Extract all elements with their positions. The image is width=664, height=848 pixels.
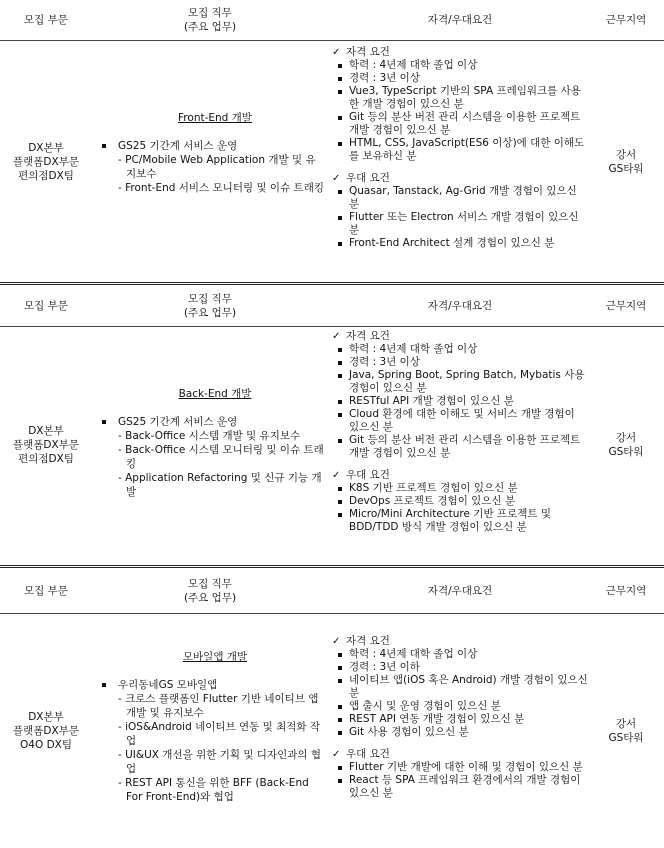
preference-item: DevOps 프로젝트 경험이 있으신 분 <box>332 495 588 508</box>
requirement-item: Vue3, TypeScript 기반의 SPA 프레임워크를 사용한 개발 경험이 있으신 분 <box>332 85 588 111</box>
header-qualifications <box>332 286 588 326</box>
requirement-item: HTML, CSS, JavaScript(ES6 이상)에 대한 이해도를 보유하신 분 <box>332 137 588 163</box>
header-loc-label: 근무지역 <box>605 14 647 26</box>
header-qual-label: 자격/우대요건 <box>427 585 493 597</box>
dept-cell <box>0 326 92 564</box>
requirement-item: 학력 : 4년제 대학 졸업 이상 <box>332 343 588 356</box>
header-qualifications <box>332 0 588 40</box>
requirement-item: 학력 : 4년제 대학 졸업 이상 <box>332 648 588 661</box>
requirements-heading: ✓ 자격 요건 <box>332 635 588 648</box>
requirement-item: 경력 : 3년 이상 <box>332 72 588 85</box>
header-job-label: 모집 직무 <box>188 7 232 19</box>
duty-item: GS25 기간계 서비스 운영 <box>96 139 324 153</box>
location-line: GS타워 <box>608 731 644 744</box>
requirement-item: Cloud 환경에 대한 이해도 및 서비스 개발 경험이 있으신 분 <box>332 408 588 434</box>
qual-cell <box>332 635 588 800</box>
dept-cell <box>0 40 92 283</box>
preference-item: Micro/Mini Architecture 기반 프로젝트 및 BDD/TDD 방식 개발 경험이 있으신 분 <box>332 508 588 534</box>
requirement-item: Git 등의 분산 버전 관리 시스템을 이용한 프로젝트 개발 경험이 있으신 분 <box>332 111 588 137</box>
header-loc-label: 근무지역 <box>605 585 647 597</box>
requirement-item: Git 사용 경험이 있으신 분 <box>332 726 588 739</box>
requirement-item: Java, Spring Boot, Spring Batch, Mybatis 사용 경험이 있으신 분 <box>332 369 588 395</box>
table-header <box>0 0 664 41</box>
requirement-item: Git 등의 분산 버전 관리 시스템을 이용한 프로젝트 개발 경험이 있으신 분 <box>332 434 588 460</box>
job-table-mobile <box>0 569 664 848</box>
requirement-item: 앱 출시 및 운영 경험이 있으신 분 <box>332 700 588 713</box>
header-location <box>588 569 664 613</box>
duty-subitem: - iOS&Android 네이티브 연동 및 최적화 작업 <box>118 721 321 747</box>
requirements-heading: ✓ 자격 요건 <box>332 330 588 343</box>
requirement-item: 경력 : 3년 이상 <box>332 356 588 369</box>
requirement-item: 경력 : 3년 이하 <box>332 661 588 674</box>
header-dept-label: 모집 부문 <box>24 585 68 597</box>
preference-item: React 등 SPA 프레임워크 환경에서의 개발 경험이 있으신 분 <box>332 774 588 800</box>
header-job-sublabel: (주요 업무) <box>183 307 237 319</box>
preference-item: Front-End Architect 설계 경험이 있으신 분 <box>332 237 588 250</box>
requirement-item: 네이티브 앱(iOS 혹은 Android) 개발 경험이 있으신 분 <box>332 674 588 700</box>
dept-line: 플랫폼DX부문 <box>13 724 79 737</box>
dept-line: 플랫폼DX부문 <box>13 439 79 451</box>
location-line: 강서 <box>615 432 637 444</box>
header-loc-label: 근무지역 <box>605 300 647 312</box>
header-job-sublabel: (주요 업무) <box>183 21 237 33</box>
preference-item: K8S 기반 프로젝트 경험이 있으신 분 <box>332 482 588 495</box>
header-dept <box>0 569 92 613</box>
preferences-heading: ✓ 우대 요건 <box>332 172 588 185</box>
job-cell <box>96 111 324 195</box>
duty-subitem: - UI&UX 개선을 위한 기획 및 디자인과의 협업 <box>118 749 322 775</box>
table-header <box>0 286 664 327</box>
qual-cell <box>332 330 588 534</box>
header-dept <box>0 286 92 326</box>
dept-line: 플랫폼DX부문 <box>13 155 79 168</box>
header-location <box>588 0 664 40</box>
requirement-item: 학력 : 4년제 대학 졸업 이상 <box>332 59 588 72</box>
header-job-label: 모집 직무 <box>188 578 232 590</box>
dept-line: O4O DX팀 <box>20 738 72 751</box>
duty-subitem: - 크로스 플랫폼인 Flutter 기반 네이티브 앱 개발 및 유지보수 <box>118 693 319 719</box>
header-qualifications <box>332 569 588 613</box>
duty-subitem: - Back-Office 시스템 개발 및 유지보수 <box>118 430 301 442</box>
header-job <box>96 569 324 613</box>
duty-item: 우리동네GS 모바일앱 <box>96 678 324 692</box>
header-dept <box>0 0 92 40</box>
header-dept-label: 모집 부문 <box>24 14 68 26</box>
dept-line: DX본부 <box>28 425 64 437</box>
header-job <box>96 286 324 326</box>
job-table-backend <box>0 286 664 566</box>
qual-cell <box>332 46 588 250</box>
duty-subitem: - PC/Mobile Web Application 개발 및 유지보수 <box>118 154 316 180</box>
location-line: GS타워 <box>608 162 644 175</box>
header-job <box>96 0 324 40</box>
location-line: 강서 <box>615 148 637 161</box>
dept-line: DX본부 <box>28 141 64 154</box>
duty-subitem: - REST API 통신을 위한 BFF (Back-End For Front-End)와 협업 <box>118 777 309 803</box>
header-job-label: 모집 직무 <box>188 293 232 305</box>
job-title: Back-End 개발 <box>178 388 252 400</box>
header-job-sublabel: (주요 업무) <box>183 592 237 604</box>
table-header <box>0 569 664 614</box>
location-line: GS타워 <box>608 446 644 458</box>
job-table-frontend <box>0 0 664 284</box>
dept-line: DX본부 <box>28 710 64 723</box>
duty-subitem: - Application Refactoring 및 신규 기능 개발 <box>118 472 322 498</box>
duty-subitem: - Front-End 서비스 모니터링 및 이슈 트래킹 <box>118 182 324 194</box>
section-divider <box>0 282 664 285</box>
job-title: 모바일앱 개발 <box>182 651 248 663</box>
requirement-item: REST API 연동 개발 경험이 있으신 분 <box>332 713 588 726</box>
header-qual-label: 자격/우대요건 <box>427 300 493 312</box>
header-qual-label: 자격/우대요건 <box>427 14 493 26</box>
job-cell <box>96 387 324 499</box>
requirements-heading: ✓ 자격 요건 <box>332 46 588 59</box>
preference-item: Flutter 기반 개발에 대한 이해 및 경험이 있으신 분 <box>332 761 588 774</box>
preference-item: Flutter 또는 Electron 서비스 개발 경험이 있으신 분 <box>332 211 588 237</box>
location-line: 강서 <box>615 717 637 730</box>
dept-cell <box>0 613 92 848</box>
dept-line: 편의점DX팀 <box>18 453 74 465</box>
duty-item: GS25 기간계 서비스 운영 <box>96 415 324 429</box>
job-cell <box>96 650 324 804</box>
preferences-heading: ✓ 우대 요건 <box>332 469 588 482</box>
header-location <box>588 286 664 326</box>
job-title: Front-End 개발 <box>178 112 252 124</box>
requirement-item: RESTful API 개발 경험이 있으신 분 <box>332 395 588 408</box>
location-cell <box>588 326 664 564</box>
duty-subitem: - Back-Office 시스템 모니터링 및 이슈 트래킹 <box>118 444 324 470</box>
dept-line: 편의점DX팀 <box>18 169 74 182</box>
preference-item: Quasar, Tanstack, Ag-Grid 개발 경험이 있으신 분 <box>332 185 588 211</box>
location-cell <box>588 40 664 283</box>
header-dept-label: 모집 부문 <box>24 300 68 312</box>
section-divider <box>0 565 664 568</box>
preferences-heading: ✓ 우대 요건 <box>332 748 588 761</box>
location-cell <box>588 613 664 848</box>
